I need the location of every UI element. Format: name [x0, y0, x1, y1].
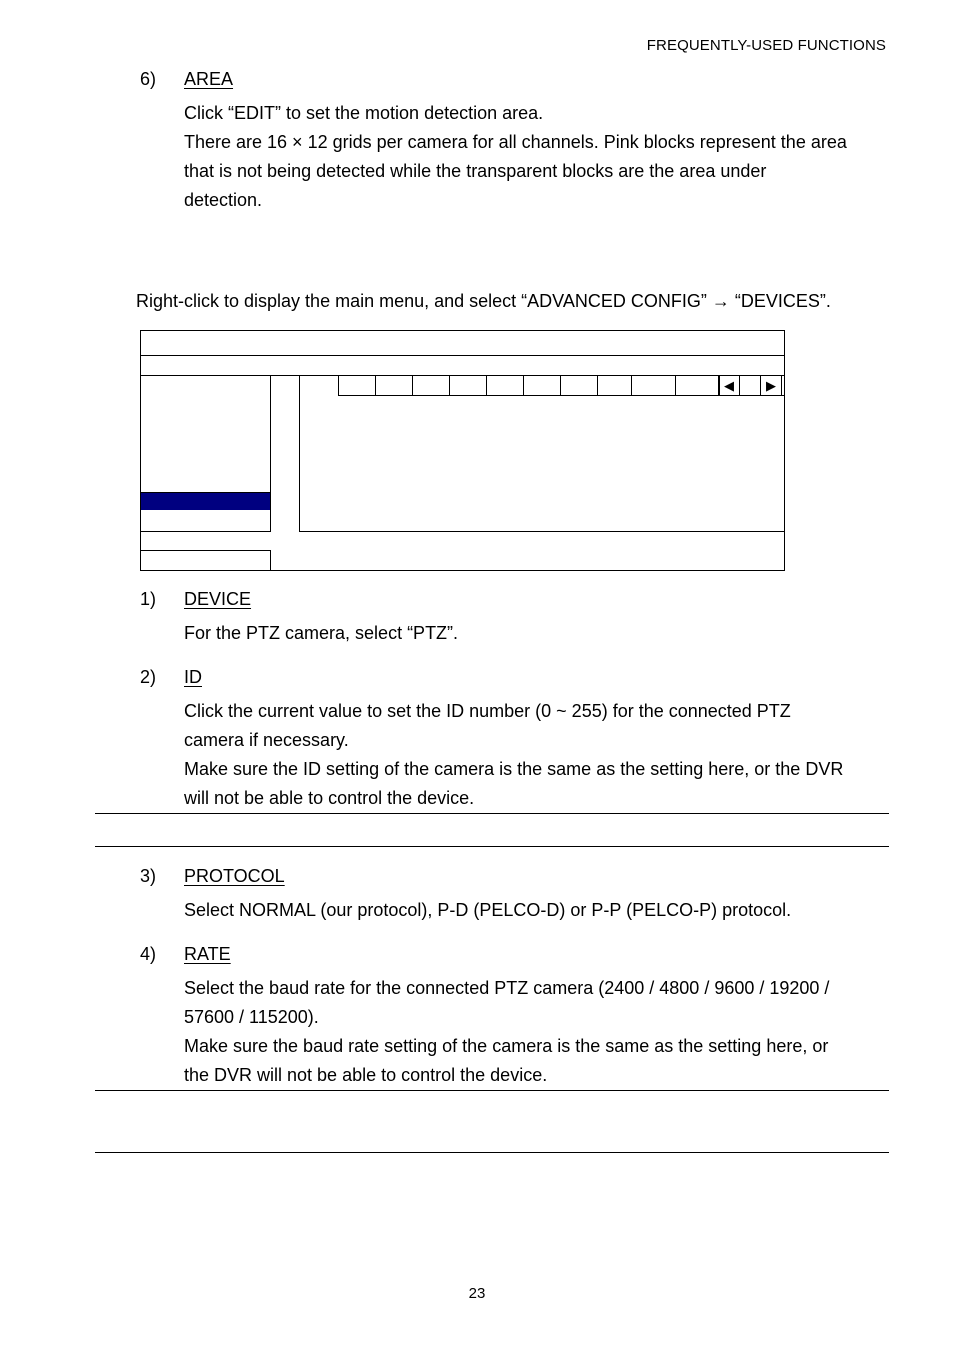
menu-tab-active[interactable]: [299, 375, 339, 396]
text-line: Make sure the ID setting of the camera is the same as the setting here, or the DVR: [184, 759, 844, 779]
item-description-device: [184, 619, 894, 648]
running-header: FREQUENTLY-USED FUNCTIONS: [646, 37, 886, 54]
text-line: Make sure the baud rate setting of the camera is the same as the setting here, or: [184, 1036, 829, 1056]
text-line: Select the baud rate for the connected PTZ camera (2400 / 4800 / 9600 / 19200 /: [184, 978, 830, 998]
menu-content-panel: [299, 395, 785, 532]
text-line: Click “EDIT” to set the motion detection area.: [184, 103, 544, 123]
menu-title-bar: [140, 330, 785, 356]
menu-tab[interactable]: [413, 375, 450, 396]
item-number: 3): [140, 866, 157, 886]
text-line: that is not being detected while the transparent blocks are the area under: [184, 161, 767, 181]
text-line: Click the current value to set the ID number (0 ~ 255) for the connected PTZ: [184, 701, 791, 721]
menu-tab[interactable]: [376, 375, 413, 396]
item-number: 6): [140, 69, 157, 89]
menu-bottom-button[interactable]: [140, 550, 271, 571]
menu-subtitle-bar: [140, 355, 785, 376]
text-line: For the PTZ camera, select “PTZ”.: [184, 623, 459, 643]
text-line: Select NORMAL (our protocol), P-D (PELCO-D) or P-P (PELCO-P) protocol.: [184, 900, 792, 920]
intro-instruction: Right-click to display the main menu, and select “ADVANCED CONFIG” → “DEVICES”.: [136, 291, 831, 311]
item-description-protocol: [184, 896, 894, 925]
text-line: detection.: [184, 190, 263, 210]
menu-tab[interactable]: [338, 375, 376, 396]
item-heading-id: ID: [184, 667, 202, 687]
divider: [95, 1090, 889, 1091]
item-heading-area: AREA: [184, 69, 234, 89]
menu-tab[interactable]: [487, 375, 524, 396]
tab-scroll-left-icon[interactable]: ◀: [718, 375, 740, 396]
divider: [95, 1152, 889, 1153]
item-description-area: [184, 99, 894, 215]
item-heading-device: DEVICE: [184, 589, 252, 609]
menu-tab[interactable]: [676, 375, 720, 396]
item-heading-rate: RATE: [184, 944, 231, 964]
item-number: 4): [140, 944, 157, 964]
item-heading-protocol: PROTOCOL: [184, 866, 285, 886]
item-number: 2): [140, 667, 157, 687]
divider: [95, 846, 889, 847]
tab-scroll-right-icon[interactable]: ▶: [760, 375, 782, 396]
text-line: the DVR will not be able to control the device.: [184, 1065, 548, 1085]
menu-tab[interactable]: [598, 375, 632, 396]
menu-tab[interactable]: [450, 375, 487, 396]
menu-tab[interactable]: [524, 375, 561, 396]
text-line: camera if necessary.: [184, 730, 349, 750]
menu-tab[interactable]: [632, 375, 676, 396]
text-line: 57600 / 115200).: [184, 1007, 319, 1027]
text-line: There are 16 × 12 grids per camera for all channels. Pink blocks represent the area: [184, 132, 847, 152]
text-line: will not be able to control the device.: [184, 788, 475, 808]
divider: [95, 813, 889, 814]
devices-menu-diagram: [140, 330, 785, 571]
item-description-id: [184, 697, 894, 813]
menu-tab[interactable]: [561, 375, 598, 396]
item-description-rate: [184, 974, 894, 1090]
page-number: 23: [468, 1285, 486, 1302]
menu-sidebar-item[interactable]: [140, 492, 271, 532]
item-number: 1): [140, 589, 157, 609]
menu-tab-strip: [338, 375, 720, 395]
